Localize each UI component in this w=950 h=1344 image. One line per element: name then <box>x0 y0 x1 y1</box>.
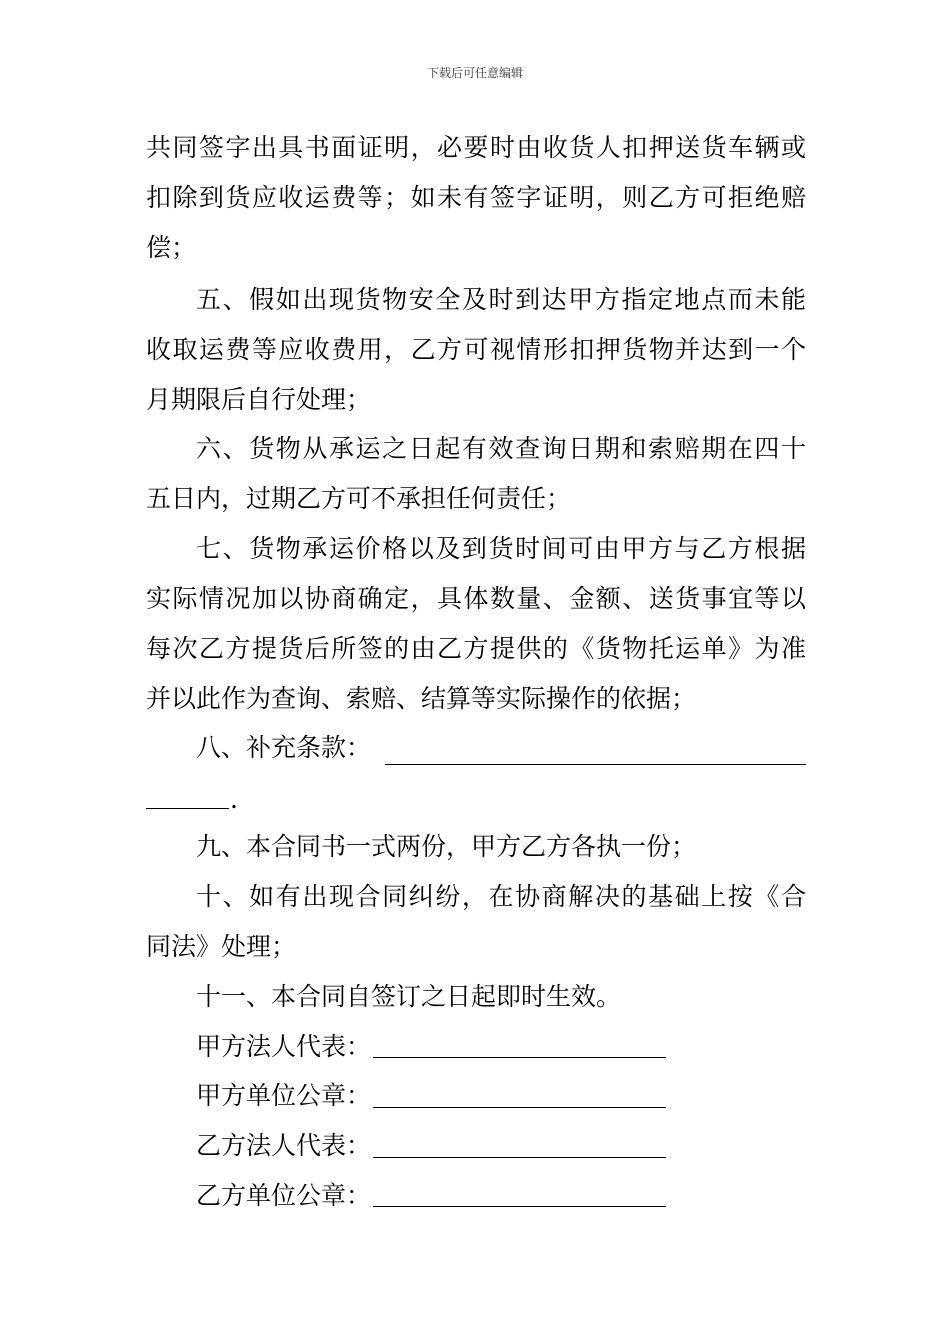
supplement-blank-line <box>385 764 806 765</box>
signature-blank-line <box>373 1107 666 1108</box>
signature-blank-line <box>373 1157 666 1158</box>
clause-8-label: 八、补充条款： <box>196 733 372 762</box>
signature-label: 甲方单位公章： <box>196 1081 372 1110</box>
clause-10-line: 十、如有出现合同纠纷，在协商解决的基础上按《合 <box>196 882 806 911</box>
body-line: 并以此作为查询、索赔、结算等实际操作的依据； <box>146 684 697 713</box>
body-line: 每次乙方提货后所签的由乙方提供的《货物托运单》为准 <box>146 634 806 663</box>
clause-7-line: 七、货物承运价格以及到货时间可由甲方与乙方根据 <box>196 534 806 563</box>
body-line: 偿； <box>146 233 197 262</box>
signature-blank-line <box>373 1206 666 1207</box>
signature-label: 甲方法人代表： <box>196 1032 372 1061</box>
signature-label: 乙方法人代表： <box>196 1131 372 1160</box>
body-line: 同法》处理； <box>146 932 297 961</box>
body-line: 实际情况加以协商确定，具体数量、金额、送货事宜等以 <box>146 584 806 613</box>
clause-6-line: 六、货物从承运之日起有效查询日期和索赔期在四十 <box>196 434 806 463</box>
supplement-end-mark: . <box>230 785 238 814</box>
body-line: 收取运费等应收费用，乙方可视情形扣押货物并达到一个 <box>146 335 806 364</box>
signature-label: 乙方单位公章： <box>196 1181 372 1210</box>
body-line: 五日内，过期乙方可不承担任何责任； <box>146 484 572 513</box>
body-line: 月期限后自行处理； <box>146 385 372 414</box>
clause-11-line: 十一、本合同自签订之日起即时生效。 <box>196 982 622 1011</box>
body-line: 共同签字出具书面证明，必要时由收货人扣押送货车辆或 <box>146 133 806 162</box>
signature-blank-line <box>373 1057 666 1058</box>
clause-5-line: 五、假如出现货物安全及时到达甲方指定地点而未能 <box>196 285 806 314</box>
body-line: 扣除到货应收运费等；如未有签字证明，则乙方可拒绝赔 <box>146 183 806 212</box>
clause-9-line: 九、本合同书一式两份，甲方乙方各执一份； <box>196 832 697 861</box>
page-header-note: 下载后可任意编辑 <box>426 66 523 80</box>
supplement-blank-line-continued <box>146 808 229 809</box>
